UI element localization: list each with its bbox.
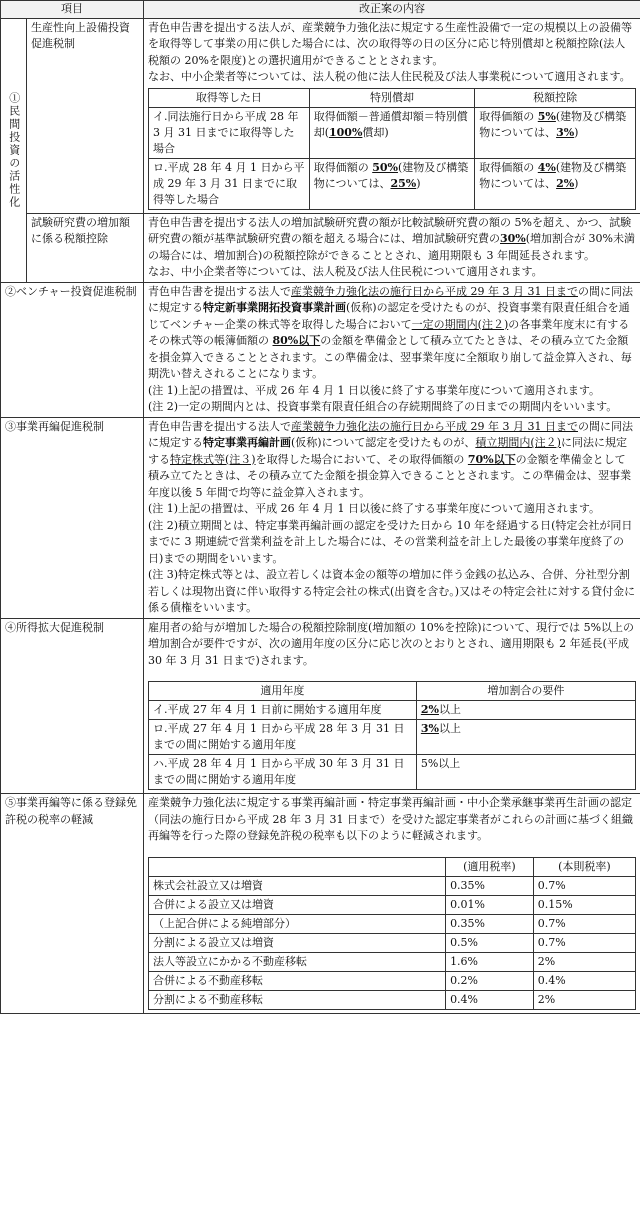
tax-rate-table	[148, 857, 636, 1010]
paragraph: 雇用者の給与が増加した場合の税額控除制度(増加額の 10%を控除)について、現行では 5%以上の増加割合が要件ですが、次の適用年度の区分に応じ次のとおりとされ、適用期限も 2 年延長(平成 30 年 3 月 31 日まで)されます。	[148, 620, 635, 667]
paragraph: なお、中小企業者等については、法人税及び法人住民税について適用されます。	[148, 265, 543, 278]
sub-cell: 0.01%	[446, 895, 534, 914]
table-row	[149, 876, 636, 895]
item-cell: ②ベンチャー投資促進税制	[1, 282, 144, 417]
sub-header: 税額控除	[475, 88, 636, 107]
content-cell	[144, 18, 640, 213]
sub-header: 特別償却	[309, 88, 475, 107]
sub-cell: 0.7%	[533, 876, 635, 895]
table-row	[1, 282, 640, 417]
sub-cell: 取得価額の 50%(建物及び構築物については、25%)	[309, 158, 475, 209]
table-row	[149, 933, 636, 952]
sub-header: (適用税率)	[446, 857, 534, 876]
sub-cell: 取得価額－普通償却額＝特別償却(100%償却)	[309, 107, 475, 158]
paragraph: 青色申告書を提出する法人が、産業競争力強化法に規定する生産性設備で一定の規模以上の設備等を取得等して事業の用に供した場合には、次の取得等の日の区分に応じ特別償却と税額控除(法人税額の 20%を限度)との選択適用ができることとされます。	[148, 20, 632, 67]
note: (注 3)特定株式等とは、設立若しくは資本金の額等の増加に伴う金銭の払込み、合併、分社型分割若しくは現物出資に伴い取得する特定会社の株式(出資を含む。)又はその特定会社に対する貸付金に係る債権をいいます。	[148, 568, 636, 614]
sub-cell: ロ.平成 27 年 4 月 1 日から平成 28 年 3 月 31 日までの間に開始する適用年度	[149, 720, 417, 755]
note: (注 1)上記の措置は、平成 26 年 4 月 1 日以後に終了する事業年度について適用されます。	[148, 383, 600, 397]
sub-cell: 2%	[533, 952, 635, 971]
sub-cell: 分割による設立又は増資	[149, 933, 446, 952]
table-row	[149, 952, 636, 971]
sub-cell: 0.2%	[446, 971, 534, 990]
sub-cell: 5%以上	[416, 755, 635, 790]
sub-cell: ロ.平成 28 年 4 月 1 日から平成 29 年 3 月 31 日までに取得等した場合	[149, 158, 310, 209]
table-row	[1, 417, 640, 618]
table-row	[1, 794, 640, 1014]
sub-cell: 法人等設立にかかる不動産移転	[149, 952, 446, 971]
sub-header: 適用年度	[149, 682, 417, 701]
sub-cell: ハ.平成 28 年 4 月 1 日から平成 30 年 3 月 31 日までの間に開始する適用年度	[149, 755, 417, 790]
table-row	[1, 18, 640, 213]
sub-cell: （上記合併による純増部分）	[149, 914, 446, 933]
table-row	[149, 990, 636, 1009]
sub-cell: 合併による設立又は増資	[149, 895, 446, 914]
paragraph: 青色申告書を提出する法人の増加試験研究費の額が比較試験研究費の額の 5%を超え、かつ、試験研究費の額が基準試験研究費の額を超える場合には、増加試験研究費の30%(増加割合が 30%未満の場合には、増加割合)の税額控除ができることとされ、適用期限も 3 年間延長されます。	[148, 215, 636, 262]
header-content: 改正案の内容	[144, 1, 640, 19]
sub-cell: 0.5%	[446, 933, 534, 952]
paragraph: 青色申告書を提出する法人で産業競争力強化法の施行日から平成 29 年 3 月 31 日までの間に同法に規定する特定事業再編計画(仮称)について認定を受けたものが、積立期間内(注２)に同法に規定する特定株式等(注３)を取得した場合において、その取得価額の 70%以下の金額を準備金として積み立てたときは、その積み立てた金額を損金算入できることとされます。この準備金は、翌事業年度以後 5 年間で均等に益金算入されます。	[148, 419, 633, 499]
sub-header: 取得等した日	[149, 88, 310, 107]
sub-cell: 0.4%	[533, 971, 635, 990]
sub-cell: 2%	[533, 990, 635, 1009]
sub-cell: イ.平成 27 年 4 月 1 日前に開始する適用年度	[149, 701, 417, 720]
sub-cell: 取得価額の 5%(建物及び構築物については、3%)	[475, 107, 636, 158]
item-cell: 生産性向上設備投資促進税制	[27, 18, 144, 213]
group-label: ①民間投資の活性化	[7, 91, 21, 209]
sub-cell: 3%以上	[416, 720, 635, 755]
note: (注 2)積立期間とは、特定事業再編計画の認定を受けた日から 10 年を経過する日(特定会社が同日までに 3 期連続で営業利益を計上した場合には、その営業利益を計上した最後の事業年度終了の日)までの期間をいいます。	[148, 518, 633, 565]
sub-cell: 株式会社設立又は増資	[149, 876, 446, 895]
header-row	[1, 1, 640, 19]
sub-cell: 分割による不動産移転	[149, 990, 446, 1009]
paragraph: 青色申告書を提出する法人で産業競争力強化法の施行日から平成 29 年 3 月 31 日までの間に同法に規定する特定新事業開拓投資事業計画(仮称)の認定を受けたものが、投資事業有限責任組合を通じてベンチャー企業の株式等を取得した場合において一定の期間内(注２)の各事業年度末に有するその株式等の帳簿価額の 80%以下の金額を準備金として積み立てたときは、その積み立てた金額を損金算入できることとされます。この準備金は、翌事業年度に全額取り崩して益金算入され、毎期洗い替えされることになります。	[148, 284, 633, 380]
paragraph: 産業競争力強化法に規定する事業再編計画・特定事業再編計画・中小企業承継事業再生計画の認定（同法の施行日から平成 28 年 3 月 31 日まで）を受けた認定事業者がこれらの計画に基づく組織再編等を行った際の登録免許税の税率も以下のように軽減されます。	[148, 796, 633, 842]
table-row	[149, 895, 636, 914]
item-cell: ③事業再編促進税制	[1, 417, 144, 618]
content-cell	[144, 417, 640, 618]
sub-header	[149, 857, 446, 876]
item-cell: ⑤事業再編等に係る登録免許税の税率の軽減	[1, 794, 144, 1014]
sub-cell: 2%以上	[416, 701, 635, 720]
table-row	[149, 971, 636, 990]
group-label-cell	[1, 18, 27, 282]
item-cell: 試験研究費の増加額に係る税額控除	[27, 213, 144, 282]
sub-cell: 取得価額の 4%(建物及び構築物については、2%)	[475, 158, 636, 209]
content-cell	[144, 794, 640, 1014]
sub-header: 増加割合の要件	[416, 682, 635, 701]
sub-cell: 合併による不動産移転	[149, 971, 446, 990]
sub-cell: 0.35%	[446, 914, 534, 933]
table-row	[149, 914, 636, 933]
header-item: 項目	[1, 1, 144, 19]
table-row	[1, 213, 640, 282]
increase-ratio-table	[148, 681, 636, 790]
content-cell	[144, 282, 640, 417]
table-row	[1, 618, 640, 794]
sub-cell: 0.15%	[533, 895, 635, 914]
sub-cell: 0.7%	[533, 914, 635, 933]
item-cell: ④所得拡大促進税制	[1, 618, 144, 794]
paragraph: なお、中小企業者等については、法人税の他に法人住民税及び法人事業税について適用されます。	[148, 70, 631, 83]
sub-cell: 0.7%	[533, 933, 635, 952]
note: (注 1)上記の措置は、平成 26 年 4 月 1 日以後に終了する事業年度について適用されます。	[148, 502, 600, 515]
sub-cell: 0.4%	[446, 990, 534, 1009]
depreciation-table	[148, 88, 636, 210]
sub-header: (本則税率)	[533, 857, 635, 876]
sub-cell: イ.同法施行日から平成 28 年 3 月 31 日までに取得等した場合	[149, 107, 310, 158]
sub-cell: 1.6%	[446, 952, 534, 971]
content-cell	[144, 213, 640, 282]
content-cell	[144, 618, 640, 794]
sub-cell: 0.35%	[446, 876, 534, 895]
note: (注 2)一定の期間内とは、投資事業有限責任組合の存続期間終了の日までの期間内をいいます。	[148, 400, 618, 413]
